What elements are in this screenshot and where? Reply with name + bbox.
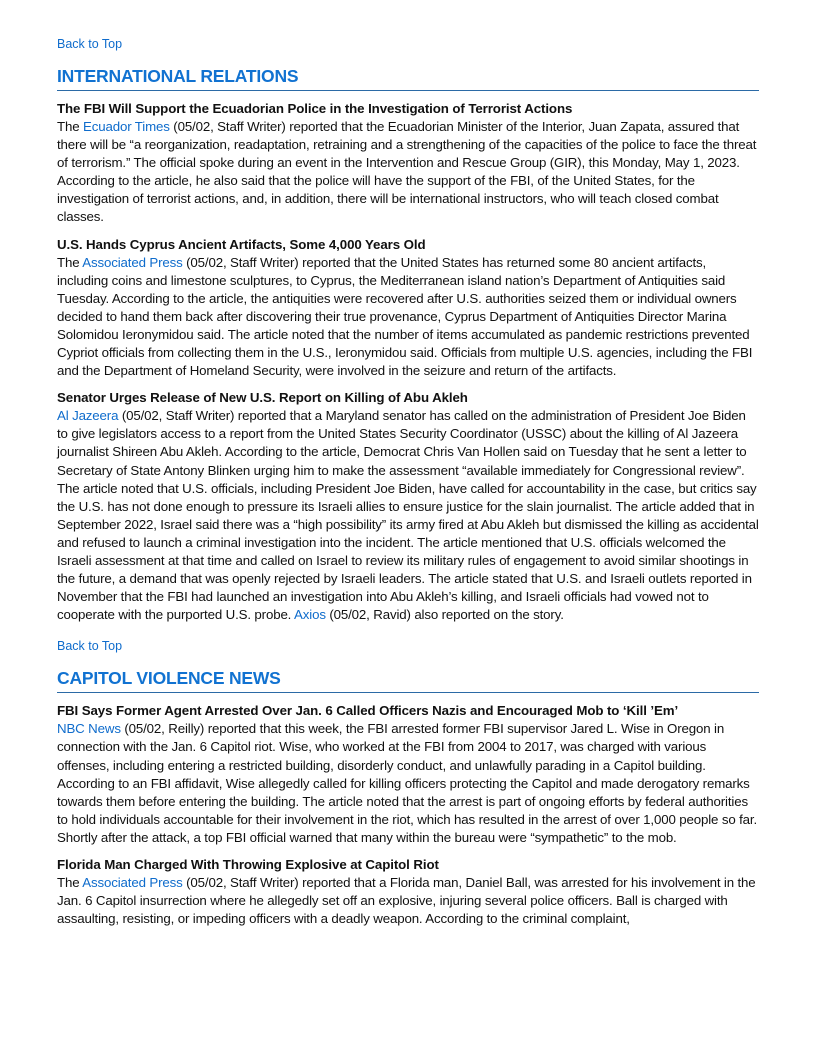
source-link-ecuador-times[interactable]: Ecuador Times bbox=[83, 119, 170, 134]
article-text-tail: (05/02, Ravid) also reported on the story. bbox=[325, 607, 564, 623]
back-to-top-link[interactable]: Back to Top bbox=[57, 639, 123, 654]
article bbox=[57, 389, 759, 624]
article-text: (05/02, Staff Writer) reported that the Ecuadorian Minister of the Interior, Juan Zapata, assured that there will be “a reorganization, readaptation, retraining and a strengthening of the capacities of the police to face the threat of terrorism.” The official spoke during an event in the Intervention and Rescue Group (GIR), this Monday, May 1, 2023. According to the article, he also said that the police will have the support of the FBI, of the United States, for the investigation of terrorist actions, and, in addition, there will be international instructors, who will teach closed combat classes. bbox=[57, 119, 757, 225]
source-link-associated-press[interactable]: Associated Press bbox=[82, 254, 183, 270]
article-title: Senator Urges Release of New U.S. Report on Killing of Abu Akleh bbox=[57, 390, 468, 406]
article-body bbox=[57, 874, 759, 928]
article bbox=[57, 856, 759, 928]
article-title: Florida Man Charged With Throwing Explosive at Capitol Riot bbox=[57, 857, 439, 872]
source-link-axios[interactable]: Axios bbox=[294, 607, 326, 623]
article bbox=[57, 702, 759, 847]
article-body bbox=[57, 118, 759, 227]
back-to-top-link[interactable]: Back to Top bbox=[57, 37, 123, 51]
article-text: (05/02, Staff Writer) reported that a Florida man, Daniel Ball, was arrested for his involvement in the Jan. 6 Capitol insurrection where he allegedly set off an explosive, injuring several police officers. Ball is charged with assaulting, resisting, or impeding officers with a deadly weapon. According to the criminal complaint, bbox=[57, 875, 756, 927]
section-heading-international-relations: INTERNATIONAL RELATIONS bbox=[57, 65, 759, 91]
spacer bbox=[57, 624, 759, 638]
article-text: (05/02, Reilly) reported that this week, the FBI arrested former FBI supervisor Jared L. Wise in Oregon in connection with the Jan. 6 Capitol riot. Wise, who worked at the FBI from 2004 to 2017, was charged with various offenses, including entering a restricted building, disorderly conduct, and unlawfully parading in a Capitol building. According to an FBI affidavit, Wise allegedly called for killing officers protecting the Capitol and made derogatory remarks towards them before entering the building. The article noted that the arrest is part of ongoing efforts by federal authorities to hold individuals accountable for their involvement in the riot, which has resulted in the arrest of over 1,000 people so far. Shortly after the attack, a top FBI official warned that many within the bureau were “sympathetic” to the mob. bbox=[57, 721, 757, 845]
article-body bbox=[57, 254, 759, 381]
section-heading-capitol-violence-news: CAPITOL VIOLENCE NEWS bbox=[57, 667, 759, 693]
article bbox=[57, 236, 759, 381]
article-lead: The bbox=[57, 254, 83, 270]
source-link-nbc-news[interactable]: NBC News bbox=[57, 721, 121, 737]
article-title: FBI Says Former Agent Arrested Over Jan. 6 Called Officers Nazis and Encouraged Mob to ‘Kill ’Em’ bbox=[57, 703, 679, 719]
source-link-al-jazeera[interactable]: Al Jazeera bbox=[57, 408, 119, 424]
article-title: U.S. Hands Cyprus Ancient Artifacts, Some 4,000 Years Old bbox=[57, 236, 426, 252]
article-lead: The bbox=[57, 875, 83, 890]
article-title: The FBI Will Support the Ecuadorian Police in the Investigation of Terrorist Actions bbox=[57, 101, 573, 116]
article-body bbox=[57, 720, 759, 847]
article-lead: The bbox=[57, 119, 84, 134]
source-link-associated-press[interactable]: Associated Press bbox=[82, 875, 183, 890]
article-text: (05/02, Staff Writer) reported that the United States has returned some 80 ancient artifacts, including coins and limestone sculptures, to Cyprus, the Mediterranean island nation’s Department of Antiquities said Tuesday. According to the article, the antiquities were recovered after U.S. authorities seized them or individual owners decided to hand them back after discovering their true provenance, Cyprus Department of Antiquities Director Marina Solomidou Ieronymidou said. The article noted that the number of items accumulated as pandemic restrictions prevented Cypriot officials from collecting them in the U.S., Ieronymidou said. Officials from multiple U.S. agencies, including the FBI and the Department of Homeland Security, were involved in the seizure and return of the artifacts. bbox=[57, 254, 753, 379]
article-body bbox=[57, 407, 759, 624]
document-content bbox=[57, 36, 759, 928]
article bbox=[57, 100, 759, 227]
article-text: (05/02, Staff Writer) reported that a Maryland senator has called on the administration of President Joe Biden to give legislators access to a report from the United States Security Coordinator (USSC) about the killing of Al Jazeera journalist Shireen Abu Akleh. According to the article, Democrat Chris Van Hollen said on Tuesday that he sent a letter to Secretary of State Antony Blinken urging him to make the assessment “available immediately for Congressional review”. The article noted that U.S. officials, including President Joe Biden, have called for accountability in the case, but critics say the U.S. has not done enough to pressure its Israeli allies to ensure justice for the slain journalist. The article added that in September 2022, Israel said there was a “high possibility” its army fired at Abu Akleh but dismissed the killing as accidental and refused to launch a criminal investigation into the incident. The article mentioned that U.S. officials welcomed the Israeli assessment at that time and called on Israel to review its military rules of engagement to avoid similar shootings in the future, a demand that was openly rejected by Israeli leaders. The article stated that U.S. and Israeli outlets reported in November that the FBI had launched an investigation into Abu Akleh’s killing, and Israeli officials had vowed not to cooperate with the purported U.S. probe. bbox=[57, 408, 759, 623]
